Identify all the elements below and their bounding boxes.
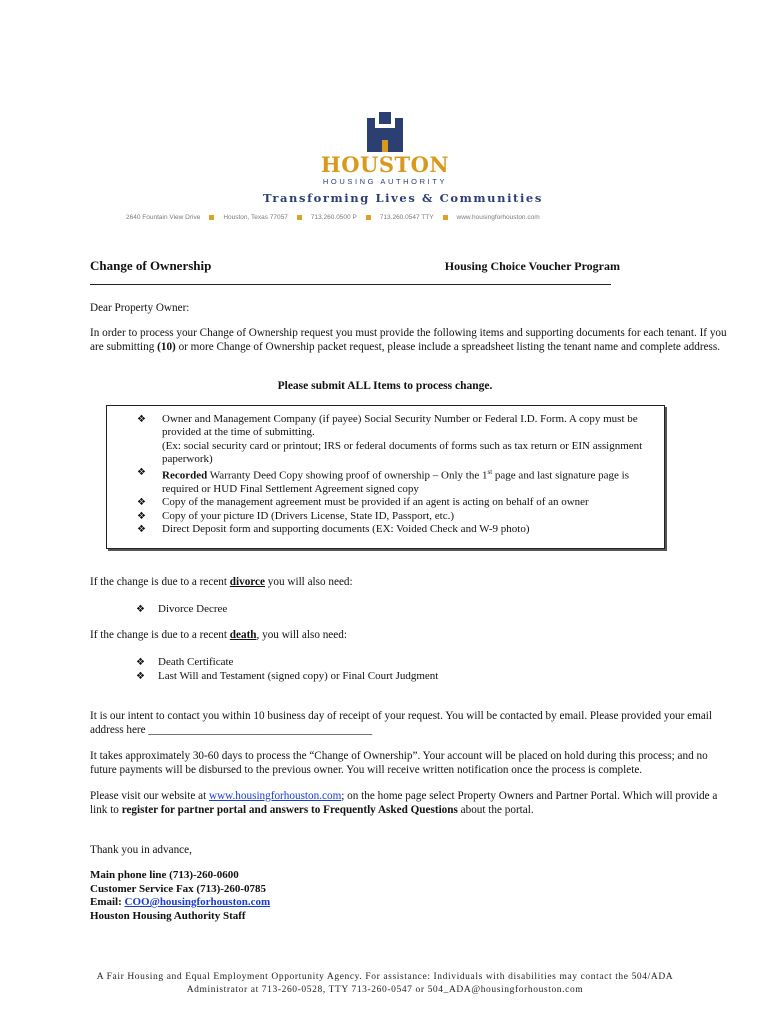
website-lead: Please visit our website at — [90, 790, 209, 802]
divorce-item-1: Divorce Decree — [158, 603, 228, 615]
email-label: Email: — [90, 896, 125, 908]
header-city: Houston, Texas 77057 — [223, 214, 288, 221]
website-tail: about the portal. — [457, 803, 534, 816]
requirement-4: Copy of your picture ID (Drivers License, State ID, Passport, etc.) — [162, 509, 455, 522]
intro-text-1: In order to process your Change of Ownership request you must provide the following items and supporting documents for each tenant. If you are submitting — [90, 327, 727, 353]
signature-block — [90, 869, 270, 923]
list-item — [136, 603, 636, 617]
org-name: HOUSTON — [320, 152, 450, 177]
fax-number: Customer Service Fax (713)-260-0785 — [90, 882, 267, 895]
diamond-bullet-icon: ❖ — [137, 414, 146, 425]
requirement-1: Owner and Management Company (if payee) Social Security Number or Federal I.D. Form. A copy must be provided at the time of submitting. — [162, 413, 638, 439]
list-item — [136, 656, 636, 670]
email-blank-field[interactable]: ________________________________________ — [148, 723, 373, 736]
email-link[interactable]: COO@housingforhouston.com — [124, 896, 271, 908]
requirement-2-b: page and last signature page is required or HUD Final Settlement Agreement signed copy — [162, 469, 630, 496]
tagline: Transforming Lives & Communities — [263, 191, 543, 205]
header-website[interactable]: www.housingforhouston.com — [456, 214, 540, 221]
divorce-list — [136, 603, 636, 617]
contact-paragraph — [90, 710, 730, 738]
death-item-2: Last Will and Testament (signed copy) or Final Court Judgment — [158, 669, 439, 682]
footer — [0, 971, 770, 997]
list-item — [137, 523, 657, 536]
header-phone: 713.260.0500 P — [310, 214, 357, 221]
death-list — [136, 656, 636, 683]
submit-all-heading: Please submit ALL Items to process change. — [277, 380, 493, 392]
hha-logo — [0, 112, 770, 186]
death-word: death — [229, 629, 257, 641]
portal-bold-text: register for partner portal and answers to Frequently Asked Questions — [121, 803, 458, 816]
header-contact-line — [126, 214, 626, 221]
footer-line-1: A Fair Housing and Equal Employment Opportunity Agency. For assistance: Individuals with disabilities may contact the 504/ADA — [96, 972, 674, 982]
requirement-1-note: (Ex: social security card or printout; IRS or federal documents of forms such as tax return or EIN assignment paperwork) — [162, 439, 643, 465]
separator-square-icon — [443, 215, 448, 220]
diamond-bullet-icon: ❖ — [137, 524, 146, 536]
thanks-line: Thank you in advance, — [90, 844, 192, 856]
diamond-bullet-icon: ❖ — [136, 604, 145, 615]
website-paragraph — [90, 790, 730, 818]
divorce-tail: you will also need: — [265, 576, 353, 588]
timing-paragraph: It takes approximately 30-60 days to process the “Change of Ownership”. Your account will be placed on hold during this process; and no future payments will be disbursed to the previous owner. You will receive written notification once the process is complete. — [90, 750, 708, 776]
title-divider — [90, 284, 611, 285]
contact-text: It is our intent to contact you within 10 business day of receipt of your request. You will be contacted by email. Please provided your email address here — [90, 710, 713, 736]
list-item — [136, 670, 636, 684]
website-link[interactable]: www.housingforhouston.com — [209, 790, 342, 802]
greeting: Dear Property Owner: — [90, 302, 190, 314]
program-title: Housing Choice Voucher Program — [444, 259, 620, 273]
diamond-bullet-icon: ❖ — [136, 657, 145, 668]
header-address: 2640 Fountain View Drive — [126, 214, 201, 221]
email-line — [90, 896, 270, 910]
death-paragraph — [90, 629, 730, 643]
website-mid: ; on the home page select Property Owners and Partner Portal. Which will provide a link to — [90, 790, 718, 816]
footer-line-2: Administrator at 713-260-0528, TTY 713-260-0547 or 504_ADA@housingforhouston.com — [186, 985, 584, 995]
death-tail: , you will also need: — [256, 629, 347, 641]
requirement-2-bold: Recorded — [162, 469, 208, 482]
document-title: Change of Ownership — [90, 258, 212, 273]
intro-count: (10) — [157, 340, 176, 353]
death-lead: If the change is due to a recent — [90, 629, 230, 641]
separator-square-icon — [209, 215, 214, 220]
death-item-1: Death Certificate — [158, 656, 234, 668]
diamond-bullet-icon: ❖ — [137, 467, 146, 479]
requirement-5: Direct Deposit form and supporting documents (EX: Voided Check and W-9 photo) — [162, 523, 530, 536]
header-tty: 713.260.0547 TTY — [379, 214, 434, 221]
divorce-paragraph — [90, 576, 730, 590]
diamond-bullet-icon: ❖ — [136, 670, 145, 682]
org-subtitle: HOUSING AUTHORITY — [322, 177, 448, 186]
divorce-word: divorce — [229, 576, 265, 588]
list-item — [137, 466, 657, 496]
separator-square-icon — [297, 215, 302, 220]
requirement-2-a: Warranty Deed Copy showing proof of ownership – Only the 1 — [207, 469, 488, 482]
diamond-bullet-icon: ❖ — [137, 497, 146, 509]
building-logo-icon — [367, 112, 403, 152]
divorce-lead: If the change is due to a recent — [90, 576, 230, 588]
requirement-2-sup: st — [487, 468, 493, 477]
staff-line: Houston Housing Authority Staff — [90, 909, 246, 922]
list-item — [137, 496, 657, 509]
main-phone: Main phone line (713)-260-0600 — [90, 869, 239, 881]
intro-paragraph — [90, 327, 730, 355]
requirements-box — [106, 405, 665, 549]
requirement-3: Copy of the management agreement must be provided if an agent is acting on behalf of an owner — [162, 496, 589, 509]
list-item — [137, 510, 657, 523]
diamond-bullet-icon: ❖ — [137, 510, 146, 522]
intro-text-2: or more Change of Ownership packet request, please include a spreadsheet listing the tenant name and complete address. — [175, 340, 721, 353]
requirements-list — [137, 413, 657, 536]
list-item — [137, 413, 657, 466]
separator-square-icon — [366, 215, 371, 220]
